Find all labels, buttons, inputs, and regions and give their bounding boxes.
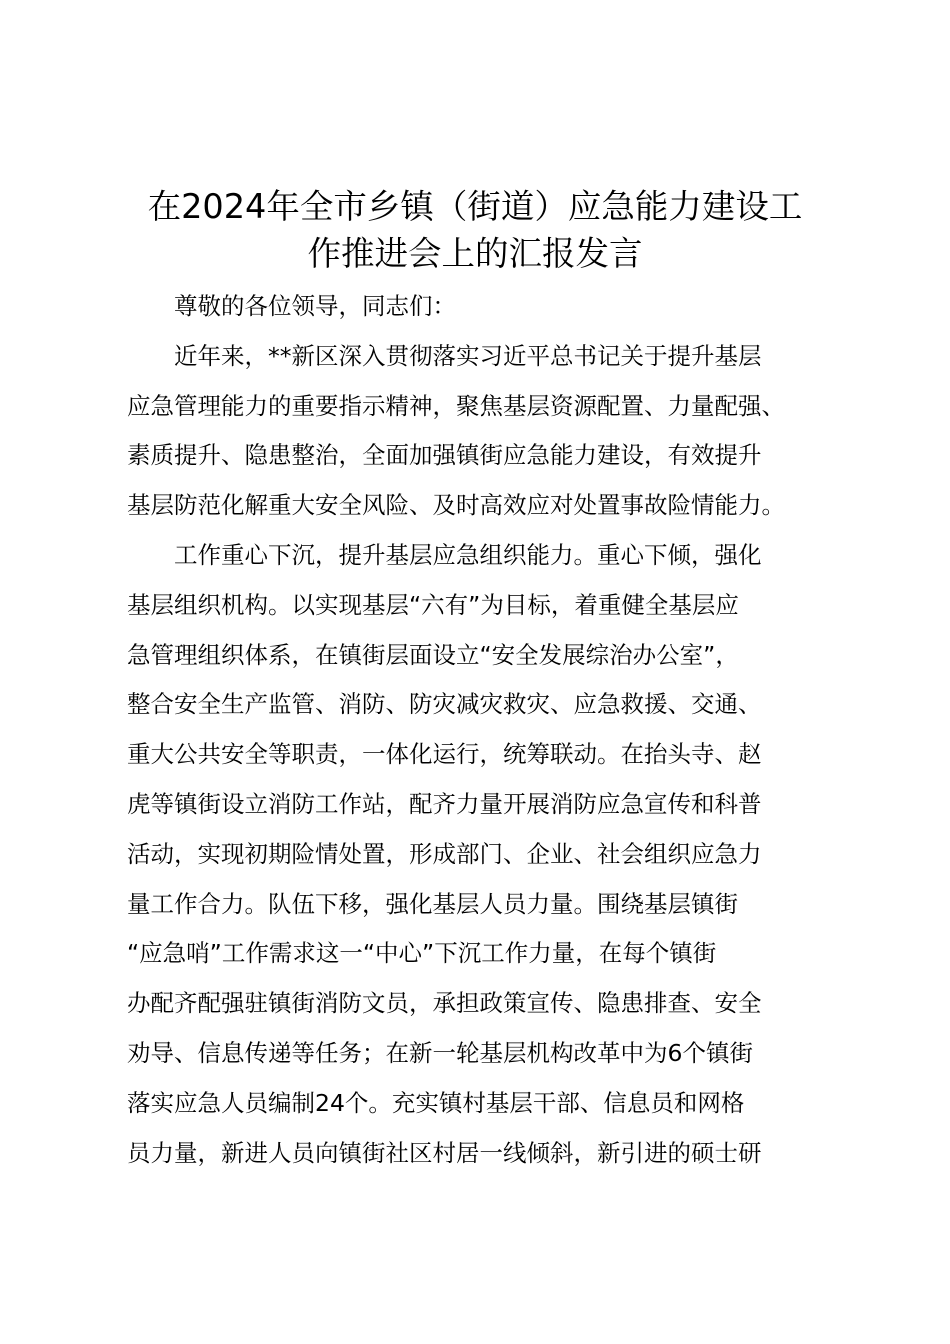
document-title bbox=[100, 183, 850, 277]
body-line: 落实应急人员编制24个。充实镇村基层干部、信息员和网格 bbox=[127, 1088, 745, 1117]
body-line: 工作重心下沉，提升基层应急组织能力。重心下倾，强化 bbox=[127, 540, 762, 569]
body-line: 近年来，**新区深入贯彻落实习近平总书记关于提升基层 bbox=[127, 341, 762, 370]
title-line: 作推进会上的汇报发言 bbox=[307, 234, 643, 273]
salutation: 尊敬的各位领导，同志们： bbox=[127, 292, 456, 320]
body-line: 基层防范化解重大安全风险、及时高效应对处置事故险情能力。 bbox=[127, 491, 785, 520]
body-line: 应急管理能力的重要指示精神，聚焦基层资源配置、力量配强、 bbox=[127, 391, 785, 420]
body-line: 基层组织机构。以实现基层“六有”为目标，着重健全基层应 bbox=[127, 590, 739, 619]
body-line: 活动，实现初期险情处置，形成部门、企业、社会组织应急力 bbox=[127, 839, 762, 868]
body-line: 劝导、信息传递等任务；在新一轮基层机构改革中为6个镇街 bbox=[127, 1038, 753, 1067]
body-line: “应急哨”工作需求这一“中心”下沉工作力量，在每个镇街 bbox=[127, 939, 717, 968]
body-line: 急管理组织体系，在镇街层面设立“安全发展综治办公室”， bbox=[127, 640, 739, 669]
body-line: 重大公共安全等职责，一体化运行，统筹联动。在抬头寺、赵 bbox=[127, 740, 762, 769]
body-line: 办配齐配强驻镇街消防文员，承担政策宣传、隐患排查、安全 bbox=[127, 989, 762, 1018]
title-line: 在2024年全市乡镇（街道）应急能力建设工 bbox=[147, 187, 803, 226]
body-line: 员力量，新进人员向镇街社区村居一线倾斜，新引进的硕士研 bbox=[127, 1138, 762, 1167]
body-line: 虎等镇街设立消防工作站，配齐力量开展消防应急宣传和科普 bbox=[127, 789, 762, 818]
document-body bbox=[127, 282, 827, 1178]
body-line: 素质提升、隐患整治，全面加强镇街应急能力建设，有效提升 bbox=[127, 441, 762, 470]
body-line: 量工作合力。队伍下移，强化基层人员力量。围绕基层镇街 bbox=[127, 889, 738, 918]
body-line: 整合安全生产监管、消防、防灾减灾救灾、应急救援、交通、 bbox=[127, 690, 762, 719]
